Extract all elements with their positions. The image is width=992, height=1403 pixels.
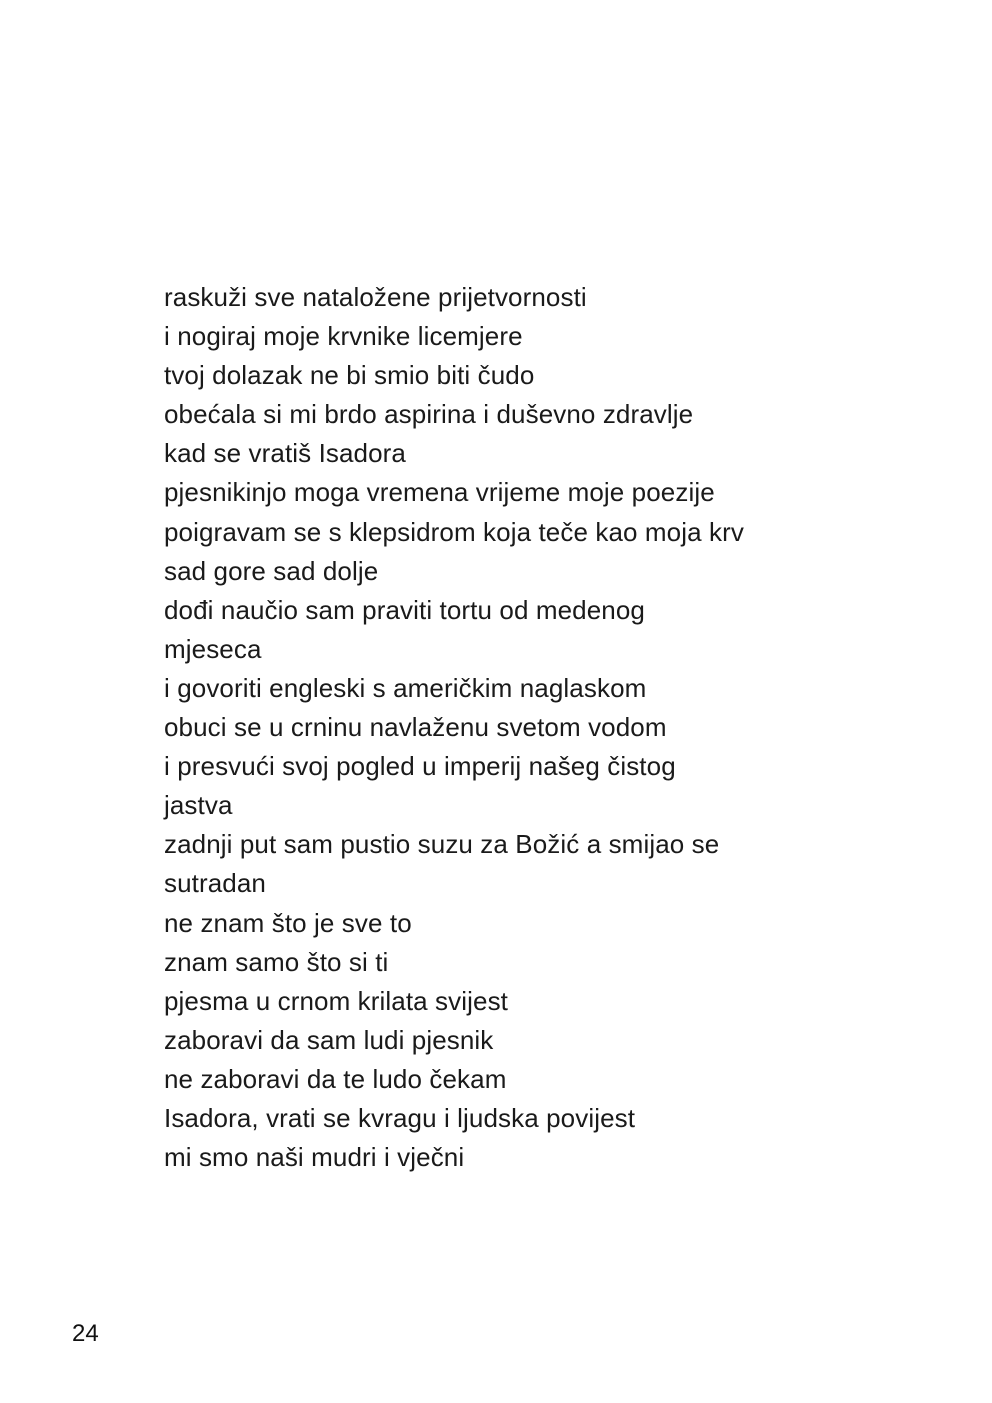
poem-body	[164, 278, 924, 1177]
poem-line: pjesnikinjo moga vremena vrijeme moje poezije	[164, 477, 715, 508]
poem-line: poigravam se s klepsidrom koja teče kao moja krv	[164, 516, 744, 547]
poem-line: raskuži sve nataložene prijetvornosti	[164, 282, 587, 312]
poem-line: pjesma u crnom krilata svijest	[164, 985, 508, 1016]
poem-line: tvoj dolazak ne bi smio biti čudo	[164, 360, 535, 391]
poem-line: obuci se u crninu navlaženu svetom vodom	[164, 712, 667, 743]
poem-line: jastva	[164, 790, 233, 821]
poem-line: i presvući svoj pogled u imperij našeg čistog	[164, 751, 676, 782]
poem-line: mjeseca	[164, 633, 262, 664]
poem-line: znam samo što si ti	[164, 946, 389, 977]
poem-line: i govoriti engleski s američkim naglaskom	[164, 672, 647, 703]
poem-line: ne zaboravi da te ludo čekam	[164, 1063, 507, 1094]
poem-line: kad se vratiš Isadora	[164, 438, 406, 469]
poem-line: sad gore sad dolje	[164, 555, 379, 586]
poem-line: i nogiraj moje krvnike licemjere	[164, 321, 523, 352]
poem-line: obećala si mi brdo aspirina i duševno zdravlje	[164, 399, 694, 430]
poem-line: zaboravi da sam ludi pjesnik	[164, 1024, 494, 1055]
poem-line: mi smo naši mudri i vječni	[164, 1142, 465, 1173]
poem-line: zadnji put sam pustio suzu za Božić a smijao se	[164, 829, 720, 860]
poem-line: Isadora, vrati se kvragu i ljudska povijest	[164, 1102, 636, 1133]
poem-line: dođi naučio sam praviti tortu od medenog	[164, 594, 645, 625]
poem-line: sutradan	[164, 868, 266, 899]
poem-line: ne znam što je sve to	[164, 907, 412, 938]
page-number: 24	[72, 1320, 99, 1347]
